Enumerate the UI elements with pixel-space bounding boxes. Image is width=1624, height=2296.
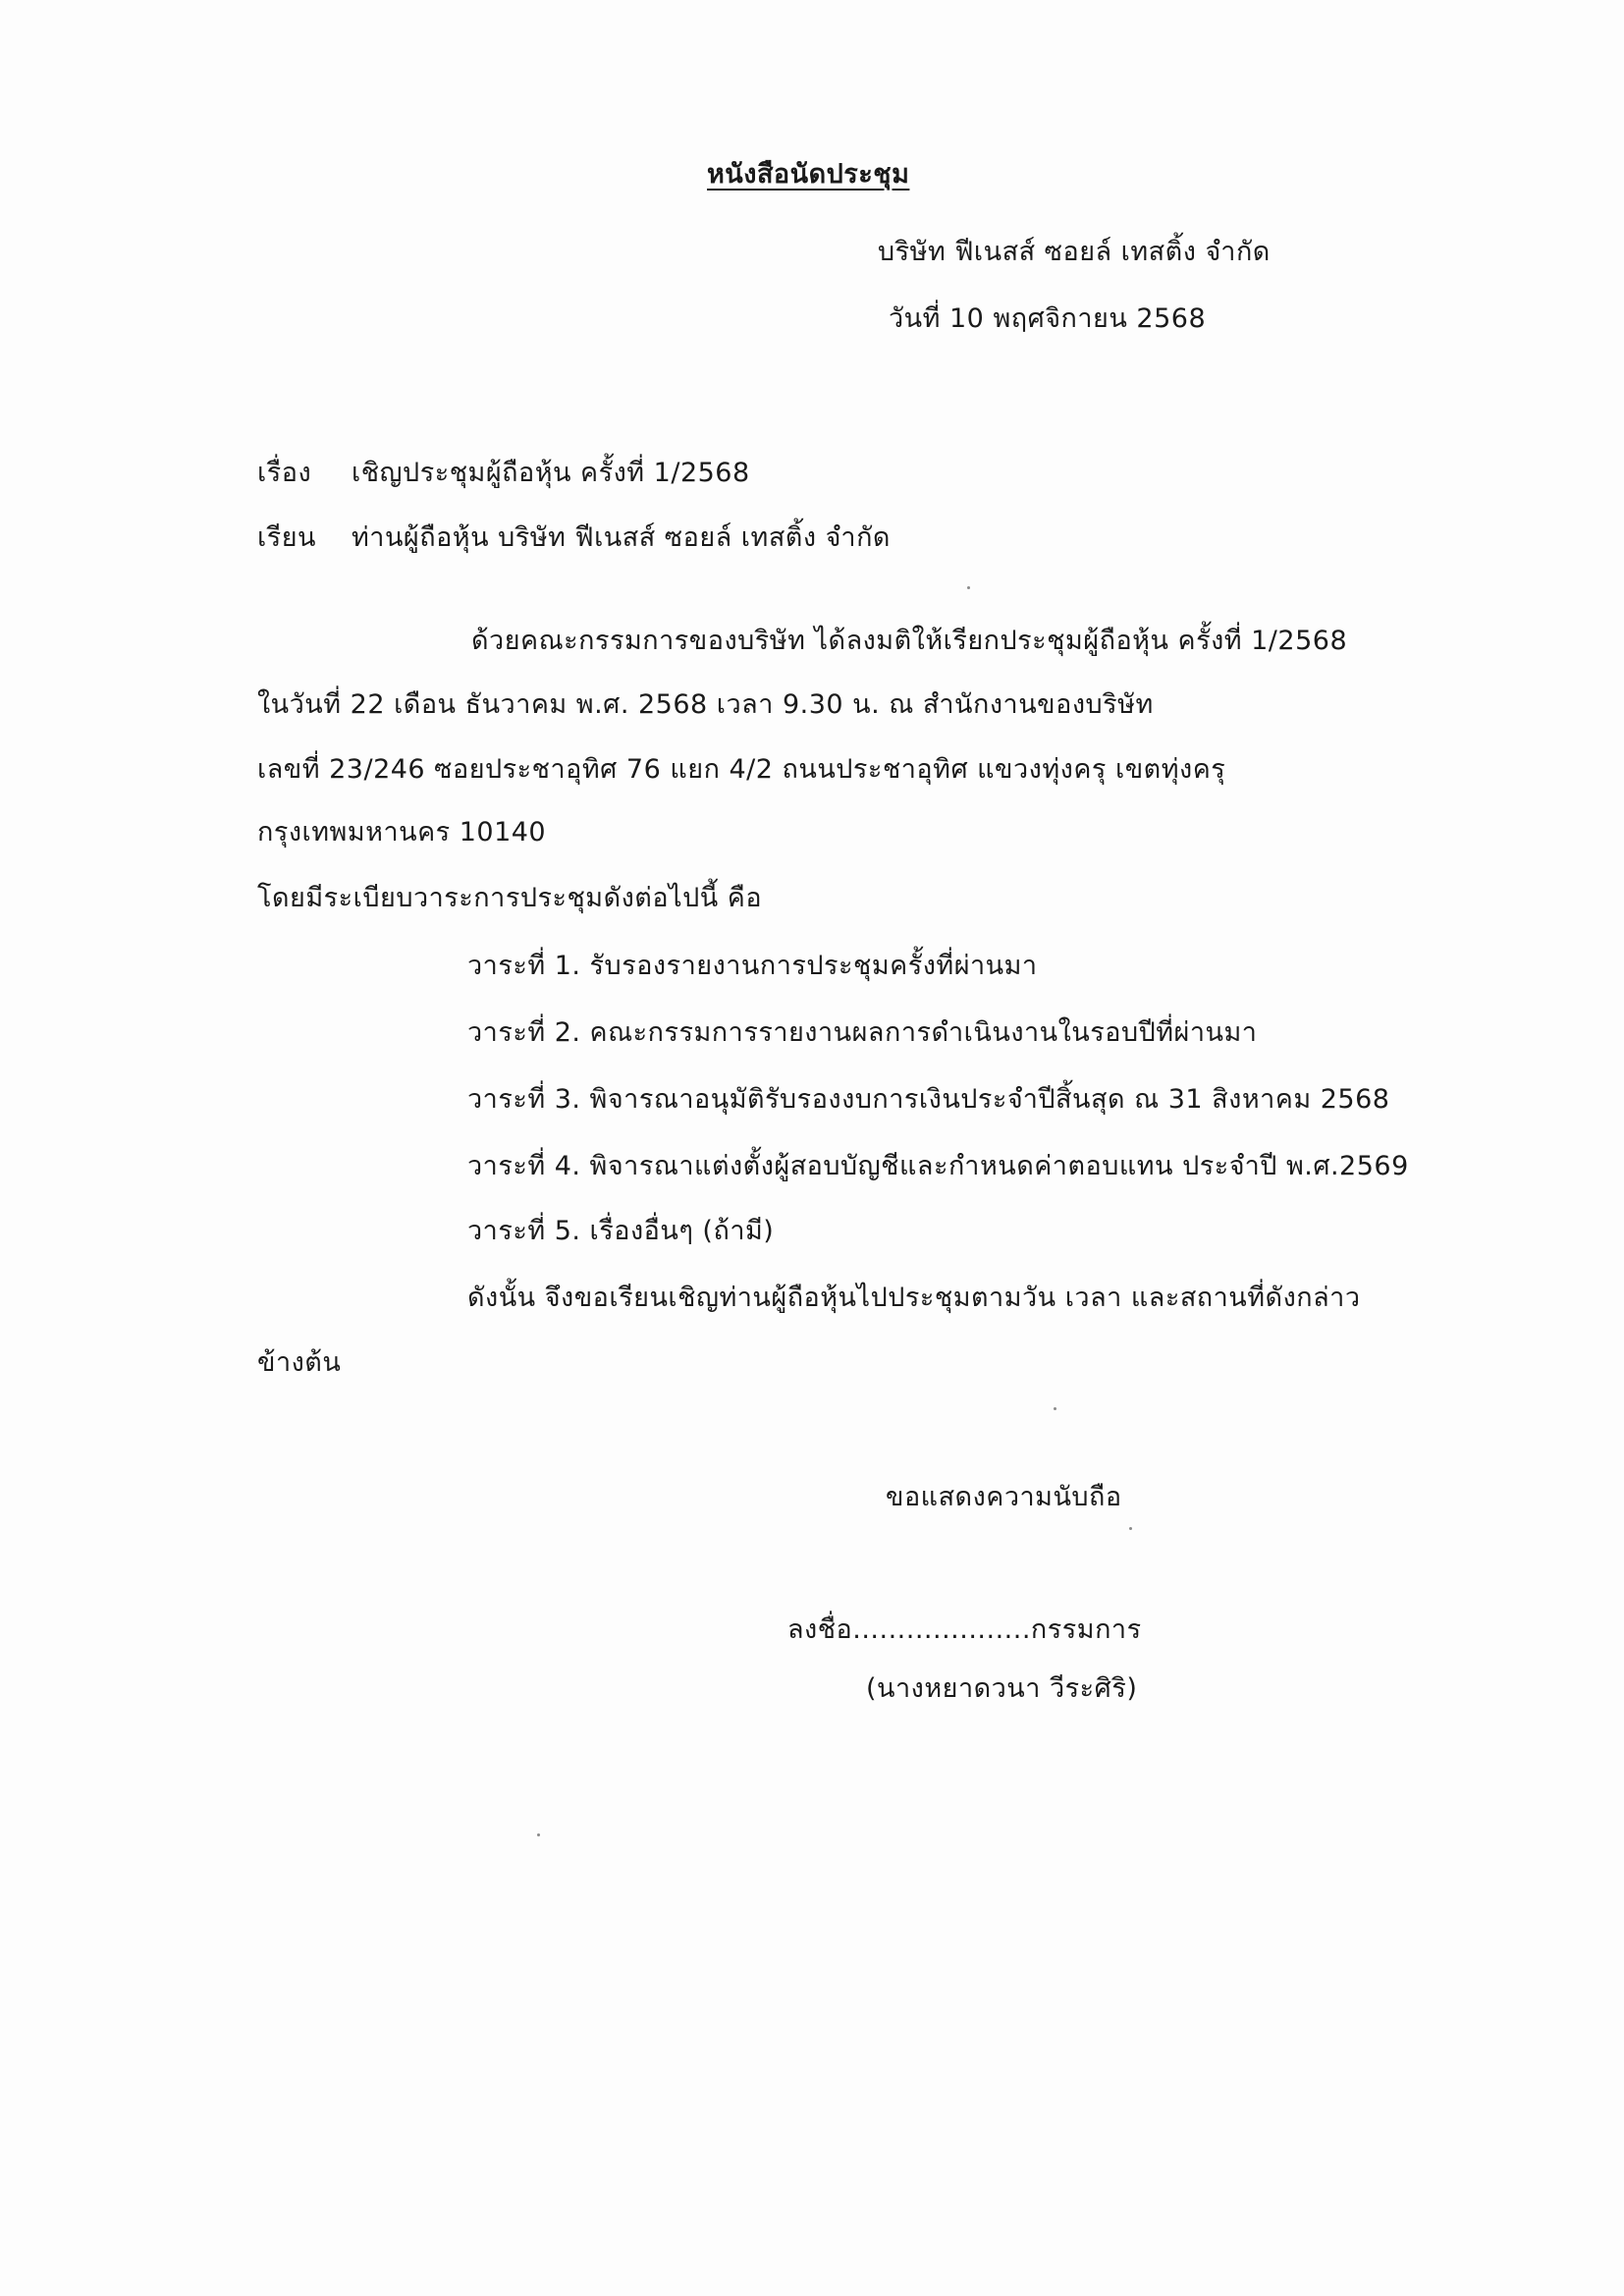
subject-text: เชิญประชุมผู้ถือหุ้น ครั้งที่ 1/2568 [352,458,750,488]
closing-regards: ขอแสดงความนับถือ [886,1482,1122,1512]
body-line-2: ในวันที่ 22 เดือน ธันวาคม พ.ศ. 2568 เวลา 9.30 น. ณ สำนักงานของบริษัท [257,689,1154,720]
agenda-item: วาระที่ 4. พิจารณาแต่งตั้งผู้สอบบัญชีและกำหนดค่าตอบแทน ประจำปี พ.ศ.2569 [467,1151,1409,1181]
company-name: บริษัท ฟีเนสส์ ซอยล์ เทสติ้ง จำกัด [878,237,1271,267]
subject-label: เรื่อง [257,458,312,488]
agenda-item: วาระที่ 2. คณะกรรมการรายงานผลการดำเนินงานในรอบปีที่ผ่านมา [467,1017,1258,1048]
scan-speck [537,1833,540,1836]
document-date: วันที่ 10 พฤศจิกายน 2568 [889,303,1207,334]
closing-line-1: ดังนั้น จึงขอเรียนเชิญท่านผู้ถือหุ้นไปประชุมตามวัน เวลา และสถานที่ดังกล่าว [467,1283,1361,1313]
body-line-1: ด้วยคณะกรรมการของบริษัท ได้ลงมติให้เรียกประชุมผู้ถือหุ้น ครั้งที่ 1/2568 [471,626,1348,656]
closing-line-2: ข้างต้น [257,1347,342,1378]
scan-speck [967,586,970,589]
agenda-item: วาระที่ 5. เรื่องอื่นๆ (ถ้ามี) [467,1216,775,1246]
agenda-item: วาระที่ 1. รับรองรายงานการประชุมครั้งที่ผ่านมา [467,951,1038,981]
recipient-text: ท่านผู้ถือหุ้น บริษัท ฟีเนสส์ ซอยล์ เทสติ้ง จำกัด [352,522,891,553]
body-line-3: เลขที่ 23/246 ซอยประชาอุทิศ 76 แยก 4/2 ถนนประชาอุทิศ แขวงทุ่งครุ เขตทุ่งครุ [257,754,1226,785]
body-line-5: โดยมีระเบียบวาระการประชุมดังต่อไปนี้ คือ [257,883,763,913]
scan-speck [1129,1527,1132,1530]
body-line-4: กรุงเทพมหานคร 10140 [257,817,547,847]
scan-speck [1054,1407,1056,1410]
agenda-item: วาระที่ 3. พิจารณาอนุมัติรับรองงบการเงินประจำปีสิ้นสุด ณ 31 สิงหาคม 2568 [467,1084,1390,1115]
signature-line: ลงชื่อ....................กรรมการ [787,1614,1142,1645]
signatory-name: (นางหยาดวนา วีระศิริ) [866,1673,1138,1704]
recipient-label: เรียน [257,522,317,553]
document-title: หนังสือนัดประชุม [707,159,910,190]
